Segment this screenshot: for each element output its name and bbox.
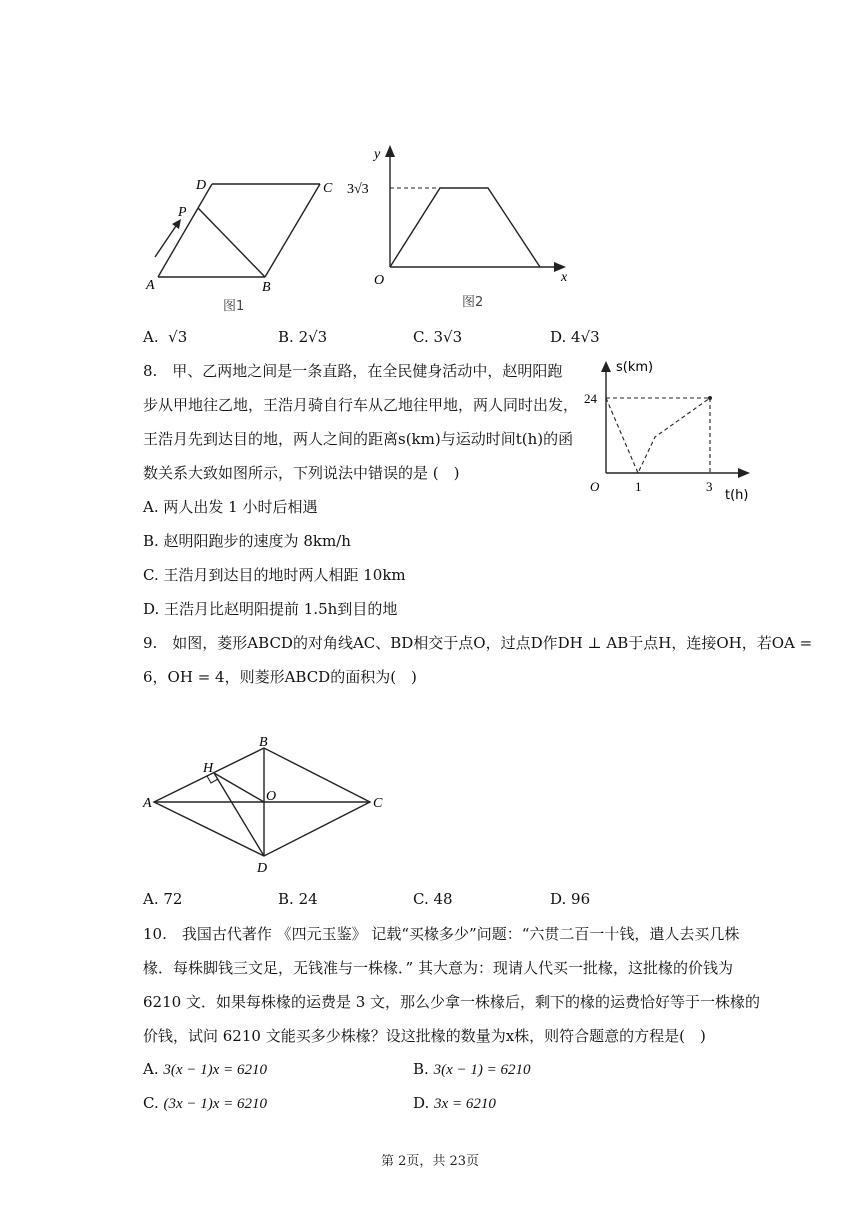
q9-figure <box>140 732 390 882</box>
q7-option-a[interactable] <box>143 327 187 347</box>
option-letter: B. <box>413 1060 429 1078</box>
tick-1: 1 <box>635 479 642 494</box>
origin-label: O <box>590 479 600 494</box>
s-label: s(km) <box>616 360 654 375</box>
q8-option-a[interactable]: A. 两人出发 1 小时后相遇 <box>143 498 318 516</box>
q9-option-c[interactable] <box>413 889 453 909</box>
label-d: D <box>196 178 207 193</box>
q7-option-c[interactable] <box>413 327 462 347</box>
label-d: D <box>257 861 268 876</box>
q9-option-d[interactable] <box>550 889 590 909</box>
option-text: 3x = 6210 <box>434 1096 496 1112</box>
segment-oh <box>214 773 264 802</box>
q9-option-a[interactable] <box>143 889 182 909</box>
q10-stem-line-2: 椽．每株脚钱三文足，无钱准与一株椽．” 其大意为：现请人代买一批椽，这批椽的价钱为 <box>143 959 733 977</box>
q10-option-b[interactable] <box>413 1059 530 1080</box>
distance-curve <box>606 398 710 473</box>
label-b: B <box>259 735 268 750</box>
option-text: 3(x − 1) = 6210 <box>433 1062 531 1078</box>
end-point <box>708 396 712 400</box>
option-letter: D. <box>550 328 567 346</box>
y-tick-label: 3√3 <box>347 182 369 197</box>
option-letter: B. <box>278 890 294 908</box>
q7-figure-1 <box>140 170 340 315</box>
q10-stem-line-4: 价钱，试问 6210 文能买多少株椽？设这批椽的数量为x株，则符合题意的方程是( ) <box>143 1027 706 1045</box>
option-letter: D. <box>413 1094 430 1112</box>
label-a: A <box>143 796 152 811</box>
option-text: 3(x − 1)x = 6210 <box>163 1062 267 1078</box>
origin-label: O <box>374 273 385 288</box>
option-letter: A. <box>143 1060 159 1078</box>
q8-option-c[interactable]: C. 王浩月到达目的地时两人相距 10km <box>143 566 406 584</box>
option-letter: B. <box>278 328 294 346</box>
q7-figure-2 <box>340 140 580 315</box>
q9-stem-line-1: 9. 如图，菱形ABCD的对角线AC、BD相交于点O，过点D作DH ⊥ AB于点H，连接OH，若OA = <box>143 634 813 652</box>
edge-bc <box>265 184 320 277</box>
q8-graph <box>580 355 760 505</box>
segment-pb <box>198 208 265 277</box>
q10-option-c[interactable] <box>143 1093 267 1114</box>
q8-stem-line-3: 王浩月先到达目的地，两人之间的距离s(km)与运动时间t(h)的函 <box>143 430 574 448</box>
option-text: 2√3 <box>298 328 328 346</box>
y-label: y <box>374 147 381 162</box>
q7-option-b[interactable] <box>278 327 327 347</box>
option-text: 72 <box>163 890 183 908</box>
q10-option-a[interactable] <box>143 1059 267 1080</box>
option-letter: D. <box>550 890 567 908</box>
q8-stem-line-1: 8. 甲、乙两地之间是一条直路，在全民健身活动中，赵明阳跑 <box>143 362 563 380</box>
option-text: 48 <box>433 890 453 908</box>
arrow-shaft <box>155 223 178 257</box>
page-footer: 第 2页，共 23页 <box>380 1154 480 1169</box>
option-letter: C. <box>143 1094 159 1112</box>
s-arrow <box>601 361 611 372</box>
option-text: 4√3 <box>571 328 600 346</box>
option-text: 24 <box>298 890 318 908</box>
q8-stem-line-4: 数关系大致如图所示，下列说法中错误的是 ( ) <box>143 464 460 482</box>
label-b: B <box>262 280 271 295</box>
option-letter: A. <box>143 890 159 908</box>
q8-option-d[interactable]: D. 王浩月比赵明阳提前 1.5h到目的地 <box>143 600 398 618</box>
x-label: x <box>561 270 568 285</box>
label-c: C <box>373 796 383 811</box>
q7-option-d[interactable] <box>550 327 600 347</box>
q8-option-b[interactable]: B. 赵明阳跑步的速度为 8km/h <box>143 532 351 550</box>
label-o: O <box>266 789 277 804</box>
q10-stem-line-1: 10. 我国古代著作 《四元玉鉴》 记载“买椽多少”问题：“六贯二百一十钱，遣人去买几株 <box>143 925 740 943</box>
option-letter: A. <box>143 328 159 346</box>
option-text: 96 <box>571 890 591 908</box>
t-label: t(h) <box>725 488 749 503</box>
edge-da <box>158 184 212 277</box>
t-arrow <box>738 468 750 478</box>
label-a: A <box>146 278 155 293</box>
arrow-head <box>172 219 181 229</box>
tick-3: 3 <box>706 479 713 494</box>
q8-stem-line-2: 步从甲地往乙地，王浩月骑自行车从乙地往甲地，两人同时出发， <box>143 396 579 414</box>
y-arrow <box>385 145 395 157</box>
option-text: 3√3 <box>433 328 463 346</box>
function-graph <box>390 188 540 267</box>
option-letter: C. <box>413 890 429 908</box>
caption-fig2: 图2 <box>462 295 484 310</box>
label-p: P <box>178 205 187 220</box>
q9-option-b[interactable] <box>278 889 318 909</box>
label-c: C <box>323 181 333 196</box>
q10-option-d[interactable] <box>413 1093 496 1114</box>
option-text: √3 <box>168 328 188 346</box>
option-letter: C. <box>413 328 429 346</box>
q10-stem-line-3: 6210 文．如果每株椽的运费是 3 文，那么少拿一株椽后，剩下的椽的运费恰好等于一株椽的 <box>143 993 761 1011</box>
q9-stem-line-2: 6，OH = 4，则菱形ABCD的面积为( ) <box>143 668 417 686</box>
label-h: H <box>203 761 214 776</box>
caption-fig1: 图1 <box>223 299 245 314</box>
option-text: (3x − 1)x = 6210 <box>163 1096 268 1112</box>
tick-24: 24 <box>584 391 597 406</box>
